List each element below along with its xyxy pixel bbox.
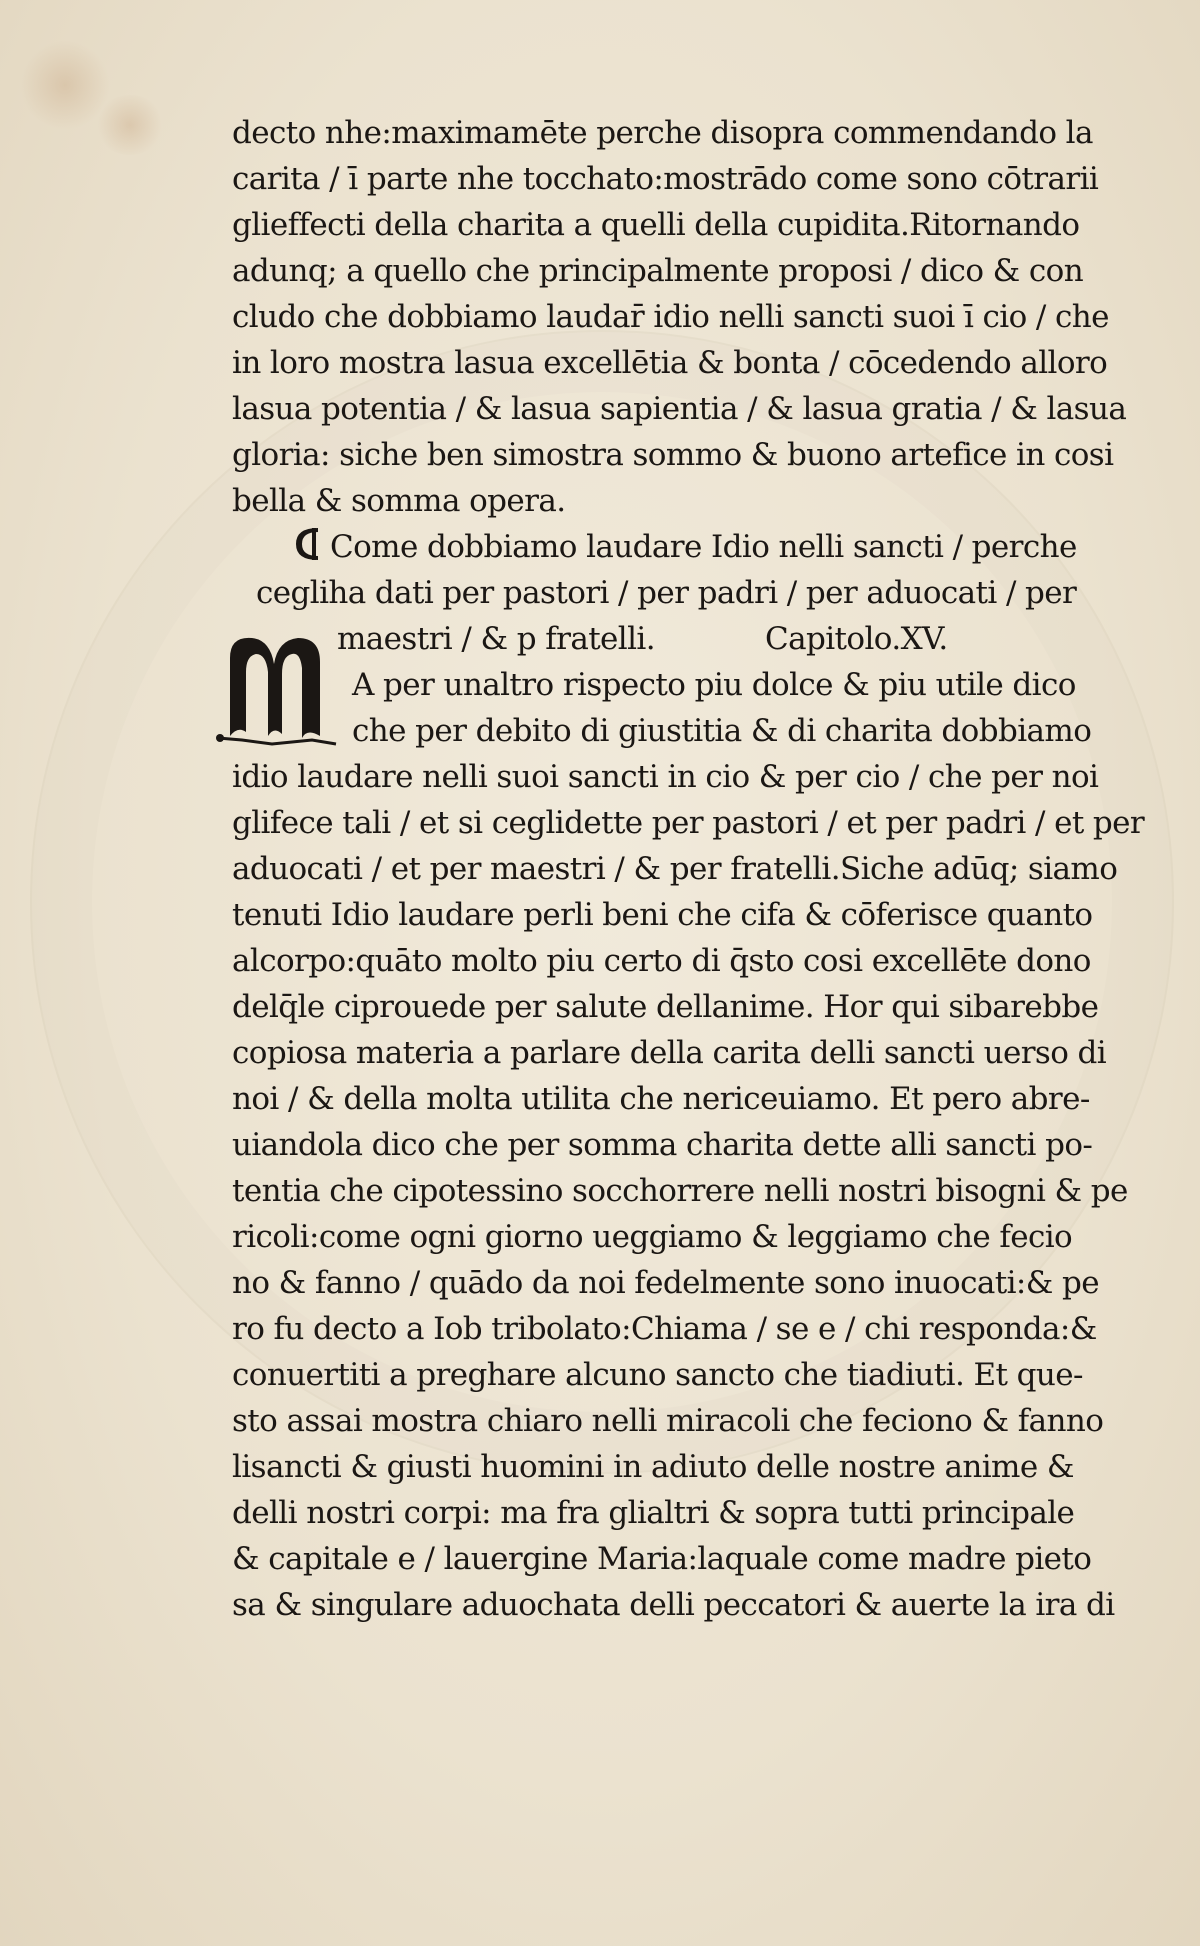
text-line: gloria: siche ben simostra sommo & buono artefice in cosi [232, 437, 1114, 473]
text-line: glieffecti della charita a quelli della cupidita.Ritornando [232, 207, 1080, 243]
chapter-heading-line: maestri / & p fratelli. Capitolo.XV. [232, 616, 1112, 662]
text-line: in loro mostra lasua excellētia & bonta / cōcedendo alloro [232, 345, 1108, 381]
text-line: copiosa materia a parlare della carita delli sancti uerso di [232, 1035, 1107, 1071]
text-line: sa & singulare aduochata delli peccatori & auerte la ira di [232, 1587, 1115, 1623]
text-line: alcorpo:quāto molto piu certo di q̄sto cosi excellēte dono [232, 943, 1091, 979]
text-line: conuertiti a preghare alcuno sancto che tiadiuti. Et que- [232, 1357, 1083, 1393]
text-line: delq̄le ciprouede per salute dellanime. Hor qui sibarebbe [232, 989, 1099, 1025]
text-line: ro fu decto a Iob tribolato:Chiama / se e / chi responda:& [232, 1311, 1097, 1347]
text-line: ricoli:come ogni giorno ueggiamo & leggiamo che fecio [232, 1219, 1073, 1255]
text-line: tentia che cipotessino socchorrere nelli nostri bisogni & pe [232, 1173, 1128, 1209]
text-line: che per debito di giustitia & di charita dobbiamo [352, 713, 1092, 749]
text-line: sto assai mostra chiaro nelli miracoli che feciono & fanno [232, 1403, 1104, 1439]
text-line: bella & somma opera. [232, 483, 566, 519]
text-line: idio laudare nelli suoi sancti in cio & per cio / che per noi [232, 759, 1099, 795]
text-line: A per unaltro rispecto piu dolce & piu utile dico [352, 667, 1076, 703]
text-line: uiandola dico che per somma charita dette alli sancti po- [232, 1127, 1093, 1163]
chapter-heading-line: Come dobbiamo laudare Idio nelli sancti / perche [232, 524, 1112, 570]
text-line: tenuti Idio laudare perli beni che cifa & cōferisce quanto [232, 897, 1093, 933]
text-line: noi / & della molta utilita che nericeuiamo. Et pero abre- [232, 1081, 1090, 1117]
text-line: decto nhe:maximamēte perche disopra commendando la [232, 115, 1093, 151]
text-line: & capitale e / lauergine Maria:laquale come madre pieto [232, 1541, 1092, 1577]
text-line: lasua potentia / & lasua sapientia / & lasua gratia / & lasua [232, 391, 1127, 427]
text-line: glifece tali / et si ceglidette per pastori / et per padri / et per [232, 805, 1145, 841]
text-line: aduocati / et per maestri / & per fratelli.Siche adūq; siamo [232, 851, 1118, 887]
chapter-heading-line: cegliha dati per pastori / per padri / per aduocati / per [256, 575, 1077, 611]
text-line: adunq; a quello che principalmente proposi / dico & con [232, 253, 1084, 289]
pilcrow-icon [288, 524, 326, 564]
text-line: lisancti & giusti huomini in adiuto delle nostre anime & [232, 1449, 1074, 1485]
text-line: delli nostri corpi: ma fra glialtri & sopra tutti principale [232, 1495, 1075, 1531]
text-line: no & fanno / quādo da noi fedelmente sono inuocati:& pe [232, 1265, 1100, 1301]
text-line: carita / ī parte nhe tocchato:mostrādo come sono cōtrarii [232, 161, 1099, 197]
foxing-stain [95, 95, 165, 155]
text-block [232, 110, 1145, 1628]
text-line: cludo che dobbiamo laudar̄ idio nelli sancti suoi ī cio / che [232, 299, 1109, 335]
chapter-number: Capitolo.XV. [765, 621, 948, 657]
